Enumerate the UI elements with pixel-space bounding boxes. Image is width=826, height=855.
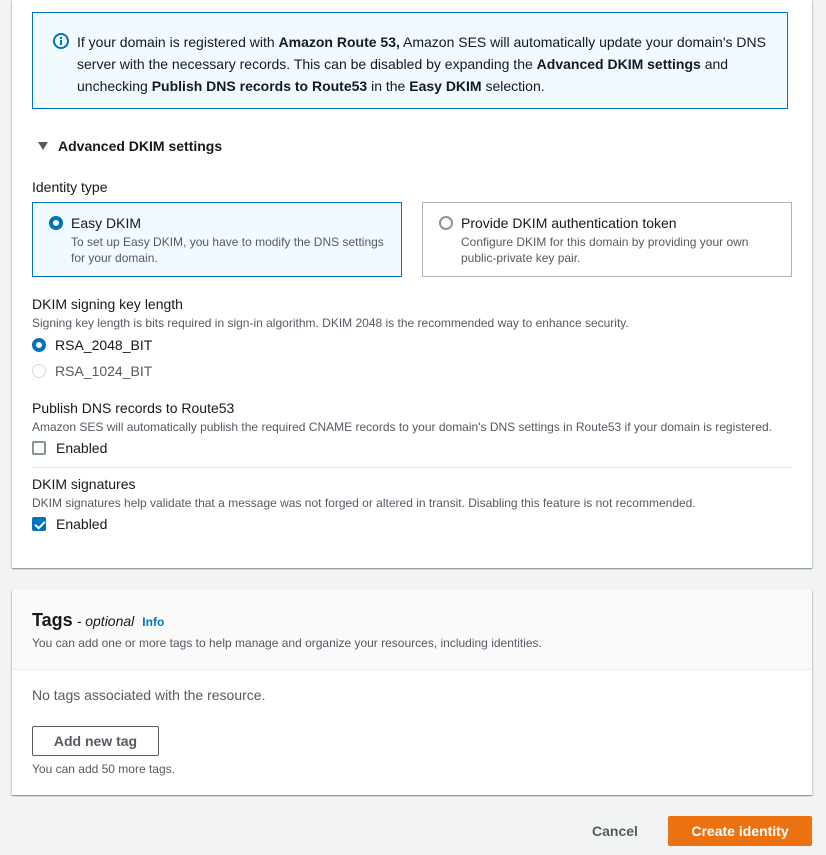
easy-dkim-title: Easy DKIM — [71, 215, 142, 231]
tags-title-row — [32, 610, 164, 631]
option-rsa-1024[interactable] — [32, 363, 152, 379]
no-tags-text: No tags associated with the resource. — [32, 687, 266, 703]
tags-description: You can add one or more tags to help manage and organize your resources, including identities. — [32, 636, 542, 650]
dkim-signatures-checkbox-label: Enabled — [56, 516, 108, 532]
signing-key-length-label: DKIM signing key length — [32, 296, 183, 312]
publish-dns-checkbox-label: Enabled — [56, 440, 108, 456]
provide-dkim-token-title: Provide DKIM authentication token — [461, 215, 677, 231]
cancel-button[interactable]: Cancel — [580, 816, 650, 846]
info-icon — [53, 33, 69, 52]
create-identity-button[interactable]: Create identity — [668, 816, 812, 846]
tags-limit-text: You can add 50 more tags. — [32, 762, 175, 776]
publish-dns-label: Publish DNS records to Route53 — [32, 400, 235, 416]
rsa-1024-radio[interactable] — [32, 364, 46, 378]
easy-dkim-radio[interactable] — [49, 216, 63, 230]
info-alert — [32, 12, 788, 109]
advanced-dkim-settings-label: Advanced DKIM settings — [58, 138, 223, 154]
dkim-signatures-description: DKIM signatures help validate that a message was not forged or altered in transit. Disabling this feature is not recommended. — [32, 496, 696, 510]
option-rsa-2048[interactable] — [32, 337, 152, 353]
publish-dns-checkbox[interactable] — [32, 441, 46, 455]
tile-provide-dkim-token[interactable] — [422, 202, 792, 277]
tags-optional-label: - optional — [76, 613, 135, 629]
rsa-2048-radio[interactable] — [32, 338, 46, 352]
rsa-1024-label: RSA_1024_BIT — [55, 363, 153, 379]
tags-title: Tags — [32, 610, 73, 630]
divider — [32, 467, 792, 468]
caret-down-icon — [38, 142, 48, 150]
tags-header — [12, 590, 812, 670]
provide-dkim-token-description: Configure DKIM for this domain by providing your own public-private key pair. — [461, 235, 749, 265]
dkim-signatures-checkbox-row[interactable] — [32, 516, 107, 532]
add-new-tag-button[interactable]: Add new tag — [32, 726, 159, 756]
identity-type-label: Identity type — [32, 179, 108, 195]
tile-easy-dkim[interactable] — [32, 202, 402, 277]
signing-key-length-description: Signing key length is bits required in sign-in algorithm. DKIM 2048 is the recommended way to enhance security. — [32, 316, 629, 330]
tags-info-link[interactable]: Info — [142, 615, 165, 629]
dkim-signatures-label: DKIM signatures — [32, 476, 136, 492]
publish-dns-description: Amazon SES will automatically publish the required CNAME records to your domain's DNS settings in Route53 if your domain is registered. — [32, 420, 772, 434]
dkim-signatures-checkbox[interactable] — [32, 517, 46, 531]
advanced-dkim-settings-toggle[interactable] — [38, 138, 222, 154]
dkim-panel — [12, 0, 812, 568]
provide-dkim-token-radio[interactable] — [439, 216, 453, 230]
easy-dkim-description: To set up Easy DKIM, you have to modify the DNS settings for your domain. — [71, 235, 384, 265]
publish-dns-checkbox-row[interactable] — [32, 440, 107, 456]
info-alert-text: If your domain is registered with Amazon Route 53, Amazon SES will automatically update your domain's DNS server with the necessary records. This can be disabled by expanding the Advanced DKIM settings and unchecking Publish DNS records to Route53 in the Easy DKIM selection. — [77, 34, 766, 94]
rsa-2048-label: RSA_2048_BIT — [55, 337, 153, 353]
tags-panel — [12, 590, 812, 795]
